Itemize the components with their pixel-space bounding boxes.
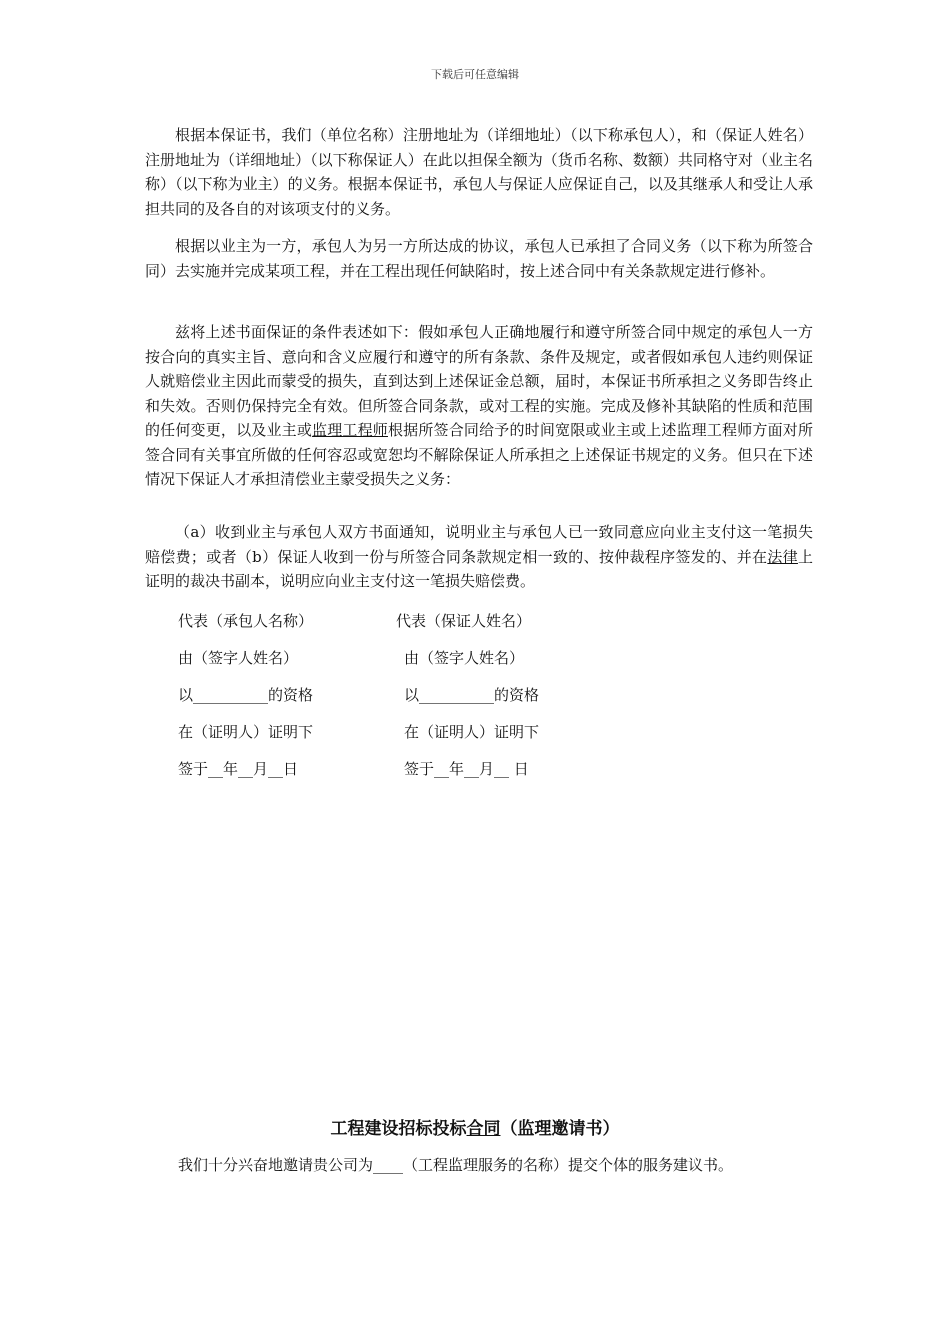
sig-contractor-date: 签于__年__月__日 [178, 760, 299, 778]
cases-text-start: （a）收到业主与承包人双方书面通知，说明业主与承包人已一致同意应向业主支付这一笔损失赔偿费；或者（b）保证人收到一份与所签合同条款规定相一致的、按仲裁程序签发的、并在 [145, 523, 813, 566]
sig-contractor-witness: 在（证明人）证明下 [178, 723, 314, 741]
law-link[interactable]: 法律 [767, 547, 798, 566]
conditions-text-end: 根据所签合同给予的时间宽限或业主或上述监理工程师方面对所签合同有关事宜所做的任何容忍或宽恕均不解除保证人所承担之上述保证书规定的义务。但只在下述情况下保证人才承担清偿业主蒙受损失之义务： [145, 421, 813, 488]
sig-guarantor-signer: 由（签字人姓名） [404, 649, 525, 667]
sig-guarantor-witness: 在（证明人）证明下 [404, 723, 540, 741]
paragraph-guarantee-conditions [145, 320, 813, 492]
sig-contractor-signer: 由（签字人姓名） [178, 649, 299, 667]
contract-link[interactable]: 合同 [466, 1119, 501, 1139]
cases-text-end: 上证明的裁决书副本，说明应向业主支付这一笔损失赔偿费。 [145, 547, 813, 590]
sig-guarantor-date: 签于__年__月__ 日 [404, 760, 529, 778]
invitation-sentence: 我们十分兴奋地邀请贵公司为____（工程监理服务的名称）提交个体的服务建议书。 [178, 1156, 734, 1174]
paragraph-contract-agreement: 根据以业主为一方，承包人为另一方所达成的协议，承包人已承担了合同义务（以下称为所签合同）去实施并完成某项工程，并在工程出现任何缺陷时，按上述合同中有关条款规定进行修补。 [145, 237, 813, 280]
paragraph-payment-cases [145, 520, 813, 594]
sig-guarantor-representative: 代表（保证人姓名） [396, 612, 532, 630]
section-title: 工程建设招标投标合同（监理邀请书） [330, 1119, 620, 1139]
sig-contractor-representative: 代表（承包人名称） [178, 612, 314, 630]
sig-guarantor-capacity: 以__________的资格 [404, 686, 540, 704]
paragraph-guarantee-parties: 根据本保证书，我们（单位名称）注册地址为（详细地址）（以下称承包人），和（保证人姓名）注册地址为（详细地址）（以下称保证人）在此以担保全额为（货币名称、数额）共同格守对（业主名称）（以下称为业主）的义务。根据本保证书，承包人与保证人应保证自己，以及其继承人和受让人承担共同的及各自的对该项支付的义务。 [145, 126, 813, 218]
supervising-engineer-link[interactable]: 监理工程师 [312, 421, 388, 439]
sig-contractor-capacity: 以__________的资格 [178, 686, 314, 704]
conditions-text-start: 兹将上述书面保证的条件表述如下：假如承包人正确地履行和遵守所签合同中规定的承包人一方按合向的真实主旨、意向和含义应履行和遵守的所有条款、条件及规定，或者假如承包人违约则保证人就赔偿业主因此而蒙受的损失，直到达到上述保证金总额，届时，本保证书所承担之义务即告终止和失效。否则仍保持完全有效。但所签合同条款，或对工程的实施。完成及修补其缺陷的性质和范围的任何变更，以及业主或 [145, 323, 813, 439]
page-header-note: 下载后可任意编辑 [431, 68, 519, 81]
